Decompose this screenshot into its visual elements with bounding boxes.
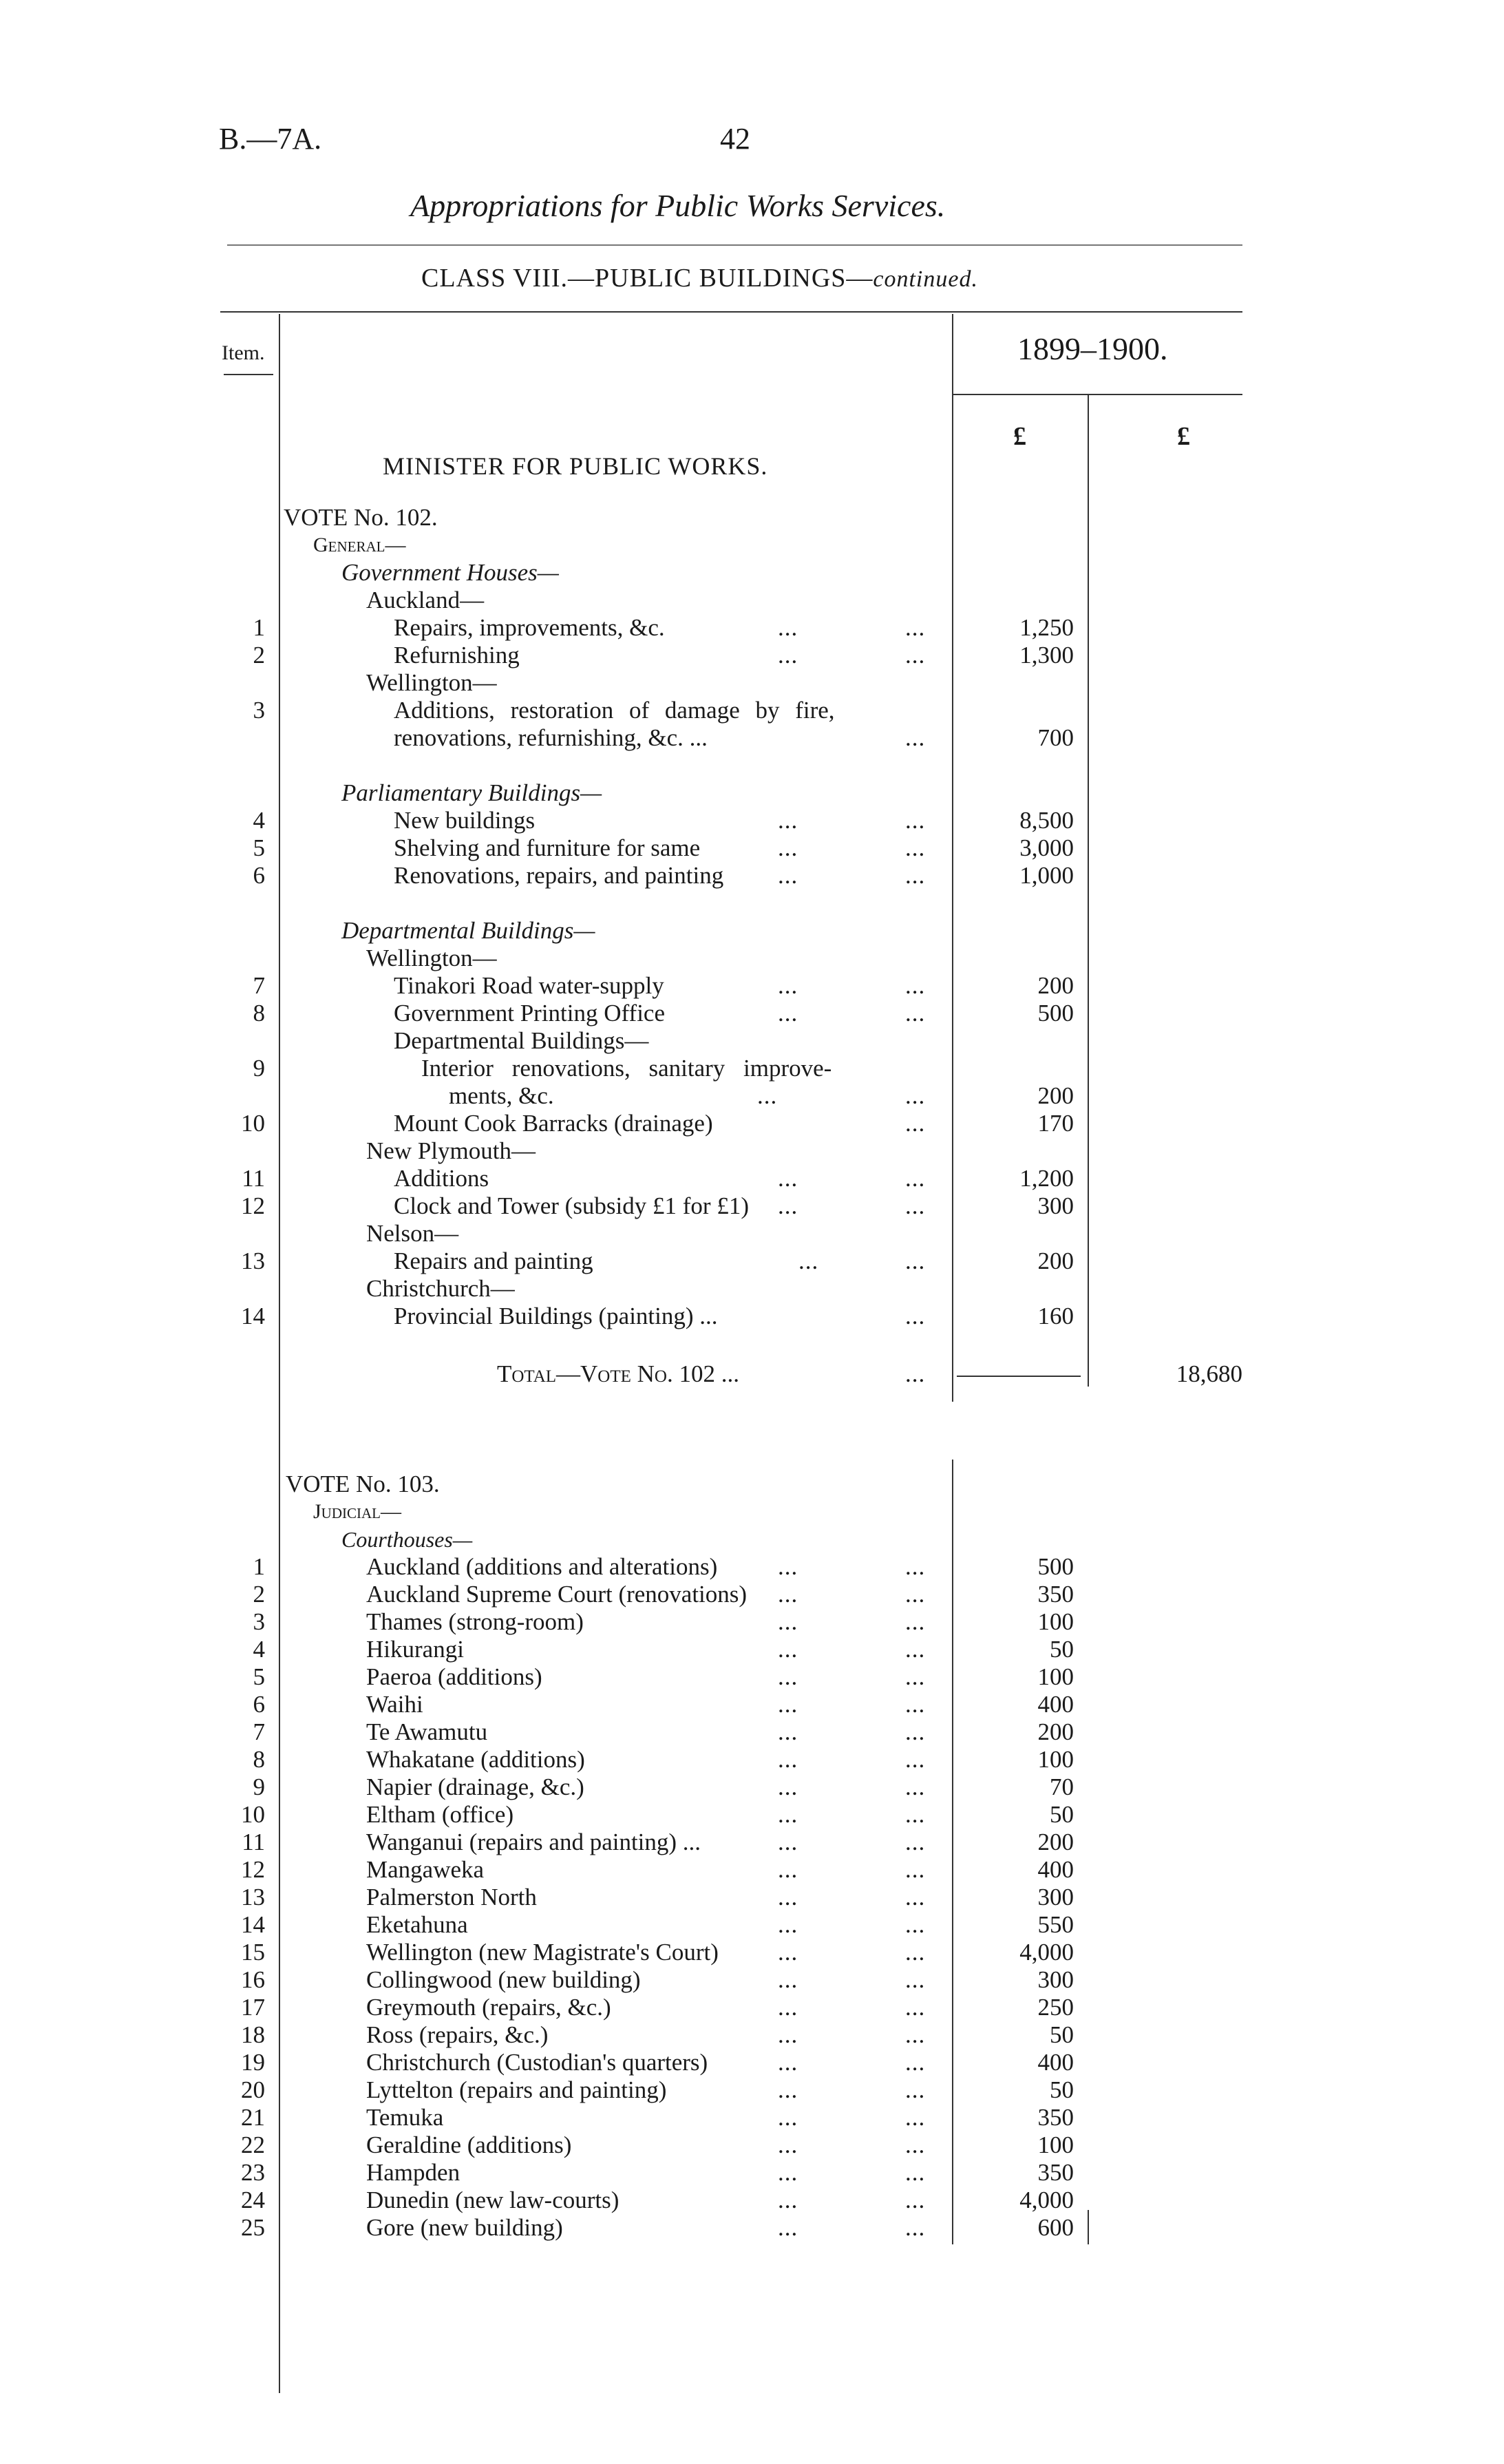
leader-dots: ...: [905, 1000, 926, 1026]
dept-sub-heading: Departmental Buildings—: [394, 1027, 649, 1054]
leader-dots: ...: [778, 862, 798, 889]
leader-dots: ...: [757, 1082, 778, 1109]
leader-dots: ...: [905, 1082, 926, 1109]
table-row-number: 12: [241, 1192, 265, 1219]
table-row-amount: 1,000: [1019, 862, 1074, 889]
class-heading-continued: continued.: [873, 266, 978, 292]
table-row-label: Eltham (office): [366, 1801, 514, 1828]
leader-dots: ...: [778, 1553, 798, 1580]
new-plymouth-heading: New Plymouth—: [366, 1137, 536, 1164]
item-10-amount: 170: [1037, 1110, 1074, 1137]
table-row-number: 25: [241, 2214, 265, 2241]
table-row-number: 12: [241, 1856, 265, 1883]
leader-dots: ...: [905, 1360, 926, 1387]
item-14-amount: 160: [1037, 1303, 1074, 1329]
page-number: 42: [720, 122, 750, 156]
table-row-label: Wanganui (repairs and painting) ...: [366, 1829, 701, 1855]
table-row-label: Ross (repairs, &c.): [366, 2021, 549, 2048]
table-row-label: Geraldine (additions): [366, 2131, 572, 2158]
table-row-number: 7: [253, 972, 265, 999]
table-row-label: Eketahuna: [366, 1911, 468, 1938]
leader-dots: ...: [778, 2104, 798, 2131]
vote-102-heading-text: VOTE No. 102.: [284, 504, 438, 531]
table-row-amount: 400: [1037, 2049, 1074, 2076]
leader-dots: ...: [905, 1856, 926, 1883]
table-row-amount: 500: [1037, 1553, 1074, 1580]
leader-dots: ...: [778, 972, 798, 999]
table-row-amount: 4,000: [1019, 2187, 1074, 2213]
table-row-label: Waihi: [366, 1691, 423, 1718]
leader-dots: ...: [778, 1581, 798, 1608]
leader-dots: ...: [905, 2076, 926, 2103]
table-row-label: Te Awamutu: [366, 1718, 488, 1745]
leader-dots: ...: [905, 1801, 926, 1828]
table-row-amount: 50: [1050, 2076, 1074, 2103]
general-heading: General—: [313, 534, 406, 556]
table-row-number: 6: [253, 1691, 265, 1718]
table-row-amount: 1,250: [1019, 614, 1074, 641]
leader-dots: ...: [778, 2159, 798, 2186]
leader-dots: ...: [778, 1911, 798, 1938]
nelson-heading: Nelson—: [366, 1220, 459, 1247]
table-row-amount: 1,200: [1019, 1165, 1074, 1192]
table-row-label: Gore (new building): [366, 2214, 563, 2241]
table-row-number: 1: [253, 1553, 265, 1580]
leader-dots: ...: [905, 1746, 926, 1773]
leader-dots: ...: [905, 1608, 926, 1635]
table-row-number: 15: [241, 1939, 265, 1966]
class-heading: [421, 263, 978, 293]
leader-dots: ...: [778, 2049, 798, 2076]
item-10-label: Mount Cook Barracks (drainage): [394, 1110, 713, 1137]
leader-dots: ...: [905, 1994, 926, 2021]
leader-dots: ...: [905, 2214, 926, 2241]
leader-dots: ...: [905, 1553, 926, 1580]
leader-dots: ...: [905, 862, 926, 889]
table-row-amount: 200: [1037, 1718, 1074, 1745]
table-row-label: Government Printing Office: [394, 1000, 665, 1026]
leader-dots: ...: [905, 2104, 926, 2131]
leader-dots: ...: [905, 1718, 926, 1745]
table-row-label: Paeroa (additions): [366, 1663, 542, 1690]
leader-dots: ...: [778, 1746, 798, 1773]
table-row-amount: 350: [1037, 2104, 1074, 2131]
table-row-number: 13: [241, 1884, 265, 1910]
table-row-number: 14: [241, 1303, 265, 1329]
leader-dots: ...: [905, 2131, 926, 2158]
table-row-number: 4: [253, 807, 265, 834]
amount-column-divider-right-2: [1088, 2210, 1089, 2244]
leader-dots: ...: [905, 1247, 926, 1274]
leader-dots: ...: [905, 2187, 926, 2213]
leader-dots: ...: [778, 2076, 798, 2103]
table-row-amount: 100: [1037, 2131, 1074, 2158]
leader-dots: ...: [778, 642, 798, 668]
table-row-number: 1: [253, 614, 265, 641]
leader-dots: ...: [905, 1829, 926, 1855]
table-row-label: Refurnishing: [394, 642, 520, 668]
table-row-amount: 200: [1037, 1829, 1074, 1855]
table-row-number: 17: [241, 1994, 265, 2021]
year-header-rule: [953, 394, 1242, 395]
wellington-heading: Wellington—: [366, 669, 497, 696]
leader-dots: ...: [905, 834, 926, 861]
table-row-label: Napier (drainage, &c.): [366, 1773, 584, 1800]
table-row-amount: 550: [1037, 1911, 1074, 1938]
table-row-amount: 100: [1037, 1663, 1074, 1690]
table-row-number: 20: [241, 2076, 265, 2103]
table-row-amount: 400: [1037, 1691, 1074, 1718]
leader-dots: ...: [905, 1939, 926, 1966]
table-row-amount: 300: [1037, 1884, 1074, 1910]
table-row-label: Lyttelton (repairs and painting): [366, 2076, 667, 2103]
leader-dots: ...: [778, 2214, 798, 2241]
leader-dots: ...: [778, 1636, 798, 1663]
item-3-amount: 700: [1037, 724, 1074, 751]
item-header-rule: [224, 374, 273, 375]
leader-dots: ...: [905, 1773, 926, 1800]
leader-dots: ...: [778, 1884, 798, 1910]
table-row-amount: 70: [1050, 1773, 1074, 1800]
leader-dots: ...: [778, 1691, 798, 1718]
table-row-amount: 3,000: [1019, 834, 1074, 861]
leader-dots: ...: [778, 1801, 798, 1828]
table-row-amount: 350: [1037, 2159, 1074, 2186]
leader-dots: ...: [905, 1581, 926, 1608]
table-row-amount: 4,000: [1019, 1939, 1074, 1966]
leader-dots: ...: [778, 2131, 798, 2158]
table-row-label: Greymouth (repairs, &c.): [366, 1994, 611, 2021]
leader-dots: ...: [778, 1966, 798, 1993]
table-row-amount: 500: [1037, 1000, 1074, 1026]
table-row-label: New buildings: [394, 807, 536, 834]
item-3-line-2: renovations, refurnishing, &c. ...: [394, 724, 708, 751]
table-row-label: Whakatane (additions): [366, 1746, 585, 1773]
table-row-label: Renovations, repairs, and painting: [394, 862, 724, 889]
table-row-label: Shelving and furniture for same: [394, 834, 701, 861]
leader-dots: ...: [778, 1000, 798, 1026]
item-9-line-1: Interior renovations, sanitary improve-: [421, 1055, 832, 1082]
table-row-number: 2: [253, 1581, 265, 1608]
item-13-amount: 200: [1037, 1247, 1074, 1274]
leader-dots: ...: [778, 1829, 798, 1855]
item-column-header: Item.: [222, 341, 265, 364]
year-header: 1899–1900.: [1017, 331, 1168, 366]
currency-header-2: £: [1177, 422, 1190, 451]
table-row-label: Additions: [394, 1165, 489, 1192]
leader-dots: ...: [905, 1192, 926, 1219]
table-row-number: 19: [241, 2049, 265, 2076]
table-row-amount: 50: [1050, 1636, 1074, 1663]
table-row-amount: 600: [1037, 2214, 1074, 2241]
item-9-amount: 200: [1037, 1082, 1074, 1109]
leader-dots: ...: [778, 1939, 798, 1966]
leader-dots: ...: [905, 972, 926, 999]
table-row-label: Clock and Tower (subsidy £1 for £1): [394, 1192, 749, 1219]
table-row-number: 13: [241, 1247, 265, 1274]
table-row-amount: 50: [1050, 2021, 1074, 2048]
table-row-amount: 300: [1037, 1966, 1074, 1993]
leader-dots: ...: [778, 2187, 798, 2213]
table-row-number: 24: [241, 2187, 265, 2213]
table-row-label: Auckland Supreme Court (renovations): [366, 1581, 748, 1608]
table-row-number: 11: [242, 1165, 265, 1192]
table-row-label: Mangaweka: [366, 1856, 485, 1883]
leader-dots: ...: [905, 614, 926, 641]
leader-dots: ...: [905, 1966, 926, 1993]
amount-column-divider-right: [1088, 395, 1089, 1387]
leader-dots: ...: [778, 807, 798, 834]
leader-dots: ...: [778, 1718, 798, 1745]
table-row-label: Repairs, improvements, &c.: [394, 614, 665, 641]
table-row-number: 5: [253, 1663, 265, 1690]
minister-heading: MINISTER FOR PUBLIC WORKS.: [383, 452, 768, 480]
table-row-label: Hikurangi: [366, 1636, 464, 1663]
table-row-number: 10: [241, 1801, 265, 1828]
table-row-number: 3: [253, 697, 265, 724]
leader-dots: ...: [905, 1911, 926, 1938]
leader-dots: ...: [905, 1663, 926, 1690]
table-row-amount: 400: [1037, 1856, 1074, 1883]
table-row-amount: 8,500: [1019, 807, 1074, 834]
leader-dots: ...: [905, 2159, 926, 2186]
table-row-amount: 100: [1037, 1608, 1074, 1635]
leader-dots: ...: [778, 1663, 798, 1690]
dept-wellington-heading: Wellington—: [366, 945, 497, 971]
parliamentary-buildings-heading: Parliamentary Buildings—: [341, 779, 602, 806]
government-houses-heading: Government Houses—: [341, 559, 559, 586]
document-reference: B.—7A.: [219, 122, 322, 156]
table-row-label: Temuka: [366, 2104, 444, 2131]
table-row-number: 11: [242, 1829, 265, 1855]
leader-dots: ...: [778, 1994, 798, 2021]
leader-dots: ...: [778, 1192, 798, 1219]
leader-dots: ...: [778, 2021, 798, 2048]
table-row-number: 14: [241, 1911, 265, 1938]
table-row-number: 9: [253, 1773, 265, 1800]
table-row-number: 22: [241, 2131, 265, 2158]
courthouses-heading: Courthouses—: [341, 1527, 473, 1552]
table-row-number: 2: [253, 642, 265, 668]
item-column-divider: [279, 314, 280, 2393]
christchurch-heading: Christchurch—: [366, 1275, 515, 1302]
auckland-heading: Auckland—: [366, 587, 485, 613]
leader-dots: ...: [778, 1773, 798, 1800]
table-row-label: Wellington (new Magistrate's Court): [366, 1939, 719, 1966]
table-row-number: 8: [253, 1000, 265, 1026]
table-row-amount: 50: [1050, 1801, 1074, 1828]
table-row-amount: 250: [1037, 1994, 1074, 2021]
leader-dots: ...: [905, 724, 926, 751]
table-row-label: Hampden: [366, 2159, 460, 2186]
item-3-line-1: Additions, restoration of damage by fire,: [394, 697, 835, 724]
table-row-number: 16: [241, 1966, 265, 1993]
leader-dots: ...: [905, 2049, 926, 2076]
table-row-label: Auckland (additions and alterations): [366, 1553, 718, 1580]
leader-dots: ...: [905, 1636, 926, 1663]
table-row-amount: 1,300: [1019, 642, 1074, 668]
table-row-number: 23: [241, 2159, 265, 2186]
item-9-line-2: ments, &c.: [449, 1082, 554, 1109]
item-13-label: Repairs and painting: [394, 1247, 593, 1274]
table-row-number: 10: [241, 1110, 265, 1137]
table-row-number: 3: [253, 1608, 265, 1635]
leader-dots: ...: [778, 1856, 798, 1883]
table-row-number: 4: [253, 1636, 265, 1663]
total-rule: [957, 1376, 1081, 1377]
vote-102-total-amount: 18,680: [1176, 1360, 1242, 1387]
leader-dots: ...: [905, 642, 926, 668]
leader-dots: ...: [778, 1165, 798, 1192]
class-heading-main: CLASS VIII.—PUBLIC BUILDINGS—: [421, 264, 873, 293]
table-row-label: Dunedin (new law-courts): [366, 2187, 619, 2213]
departmental-buildings-heading: Departmental Buildings—: [341, 917, 595, 944]
table-row-number: 9: [253, 1055, 265, 1082]
page-title: Appropriations for Public Works Services.: [410, 188, 946, 223]
table-row-label: Thames (strong-room): [366, 1608, 584, 1635]
table-row-label: Tinakori Road water-supply: [394, 972, 664, 999]
table-row-amount: 300: [1037, 1192, 1074, 1219]
table-row-amount: 200: [1037, 972, 1074, 999]
table-row-label: Christchurch (Custodian's quarters): [366, 2049, 708, 2076]
judicial-heading: Judicial—: [313, 1500, 401, 1523]
item-14-label: Provincial Buildings (painting) ...: [394, 1303, 718, 1329]
leader-dots: ...: [905, 1691, 926, 1718]
leader-dots: ...: [905, 2021, 926, 2048]
leader-dots: ...: [778, 1608, 798, 1635]
leader-dots: ...: [905, 1884, 926, 1910]
table-row-number: 5: [253, 834, 265, 861]
table-row-number: 6: [253, 862, 265, 889]
leader-dots: ...: [905, 807, 926, 834]
table-row-number: 21: [241, 2104, 265, 2131]
table-row-amount: 350: [1037, 1581, 1074, 1608]
leader-dots: ...: [905, 1303, 926, 1329]
table-top-rule: [220, 311, 1242, 313]
currency-header-1: £: [1013, 422, 1026, 451]
table-row-label: Palmerston North: [366, 1884, 537, 1910]
table-row-amount: 100: [1037, 1746, 1074, 1773]
leader-dots: ...: [905, 1110, 926, 1137]
table-row-label: Collingwood (new building): [366, 1966, 641, 1993]
vote-102-heading: [284, 504, 438, 531]
table-row-number: 18: [241, 2021, 265, 2048]
vote-102-total-label: Total—Vote No. 102 ...: [497, 1360, 739, 1387]
leader-dots: ...: [778, 614, 798, 641]
title-rule: [227, 244, 1242, 246]
table-row-number: 7: [253, 1718, 265, 1745]
table-row-number: 8: [253, 1746, 265, 1773]
leader-dots: ...: [905, 1165, 926, 1192]
vote-103-heading: VOTE No. 103.: [286, 1471, 440, 1497]
leader-dots: ...: [778, 834, 798, 861]
leader-dots: ...: [798, 1247, 819, 1274]
